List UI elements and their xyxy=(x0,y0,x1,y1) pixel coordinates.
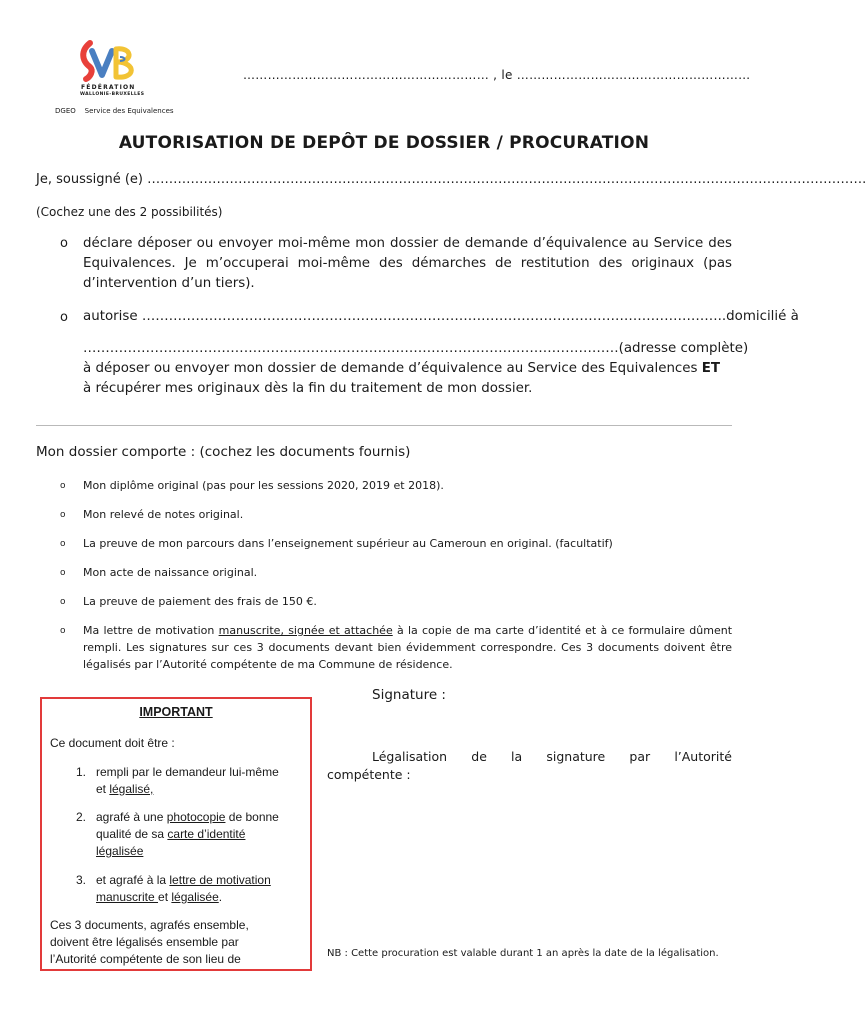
doc-bullet[interactable]: o xyxy=(60,539,66,549)
i3-legalisee: légalisée xyxy=(171,890,219,904)
divider xyxy=(36,425,732,426)
legalisation-line2: compétente : xyxy=(327,767,411,782)
option1-text: déclare déposer ou envoyer moi-même mon dossier de demande d’équivalence au Service des Equivalences. Je m’occuperai moi-même des démarches de restitution des originaux (pas d’intervention d’un tiers). xyxy=(83,236,732,291)
legalisation-line1: Légalisation de la signature par l’Autorité xyxy=(372,749,732,764)
letter-text-a: Ma lettre de motivation xyxy=(83,624,219,637)
option2-authorise-line: autorise …………………………………………………………………………………………………………………..domicilié à xyxy=(83,309,799,324)
option2-bullet[interactable]: o xyxy=(60,310,68,325)
important-item-2-line1 xyxy=(96,809,279,826)
i2-photocopie: photocopie xyxy=(166,810,226,824)
option2-recover-line: à récupérer mes originaux dès la fin du traitement de mon dossier. xyxy=(83,381,533,396)
important-item-2-line2 xyxy=(96,826,245,843)
i2-text-d: qualité de sa xyxy=(96,827,168,841)
important-intro: Ce document doit être : xyxy=(50,736,175,750)
page-title: AUTORISATION DE DEPÔT DE DOSSIER / PROCURATION xyxy=(118,133,650,153)
i3-lettre: lettre de motivation xyxy=(169,873,271,887)
important-footer-1: Ces 3 documents, agrafés ensemble, xyxy=(50,918,249,932)
doc-item-studies: La preuve de mon parcours dans l’enseignement supérieur au Cameroun en original. (facultatif) xyxy=(83,537,613,550)
validity-note: NB : Cette procuration est valable durant 1 an après la date de la légalisation. xyxy=(327,948,719,959)
option2-et-bold: ET xyxy=(701,361,721,376)
important-title: IMPORTANT xyxy=(139,705,213,719)
doc-bullet[interactable]: o xyxy=(60,481,66,491)
doc-item-grades: Mon relevé de notes original. xyxy=(83,508,244,521)
doc-item-diploma: Mon diplôme original (pas pour les sessions 2020, 2019 et 2018). xyxy=(83,479,444,492)
important-footer-3: l’Autorité compétente de son lieu de xyxy=(50,952,241,966)
doc-item-payment: La preuve de paiement des frais de 150 €. xyxy=(83,595,317,608)
important-num-1: 1. xyxy=(75,765,86,779)
logo-text-wb: WALLONIE-BRUXELLES xyxy=(80,92,145,97)
letter-text-underlined: manuscrite, signée et attachée xyxy=(218,624,393,637)
department-label: DGEO Service des Equivalences xyxy=(55,107,174,115)
doc-bullet[interactable]: o xyxy=(60,597,66,607)
i1-and: et xyxy=(96,782,110,796)
doc-item-letter xyxy=(83,622,732,673)
option1-bullet[interactable]: o xyxy=(60,236,68,251)
option2-address-line: …………………………………………………………………………………………………………(adresse complète) xyxy=(83,341,749,356)
doc-item-birth: Mon acte de naissance original. xyxy=(83,566,258,579)
important-num-2: 2. xyxy=(75,810,86,824)
important-item-1-line1: rempli par le demandeur lui-même xyxy=(96,765,279,779)
i3-text-a: et agrafé à la xyxy=(96,873,170,887)
important-item-1-line2 xyxy=(96,781,153,798)
i3-period: . xyxy=(218,890,223,904)
place-date-field: …………………………………………………… , le ………………………………………………… xyxy=(243,68,751,82)
important-item-2-line3: légalisée xyxy=(96,844,144,858)
important-item-3-line1 xyxy=(96,872,271,889)
i3-manuscrite: manuscrite xyxy=(96,890,159,904)
signature-label: Signature : xyxy=(372,687,446,703)
documents-heading: Mon dossier comporte : (cochez les documents fournis) xyxy=(36,444,411,460)
logo-text-federation: FÉDÉRATION xyxy=(81,84,136,91)
doc-bullet[interactable]: o xyxy=(60,510,66,520)
important-footer-2: doivent être légalisés ensemble par xyxy=(50,935,239,949)
important-num-3: 3. xyxy=(75,873,86,887)
i1-legalise: légalisé, xyxy=(109,782,154,796)
undersigned-line: Je, soussigné (e) …………………………………………………………………………………………………………………………………………………. xyxy=(36,172,866,187)
letter-text-b: à la copie de ma carte d’identité et à ce formulaire dûment rempli. Les signatures sur ces 3 documents devant bien évidemment correspondre. Ces 3 documents doivent être légalisés par l’Autorité compétente de ma Commune de résidence. xyxy=(83,624,733,671)
choose-hint: (Cochez une des 2 possibilités) xyxy=(36,205,223,219)
i3-et: et xyxy=(158,890,172,904)
doc-bullet[interactable]: o xyxy=(60,568,66,578)
important-item-3-line2 xyxy=(96,889,222,906)
i2-carte: carte d’identité xyxy=(167,827,246,841)
option2-deposit-line xyxy=(83,359,732,379)
doc-bullet[interactable]: o xyxy=(60,626,66,636)
i2-text-a: agrafé à une xyxy=(96,810,167,824)
important-box xyxy=(40,697,312,971)
i2-text-c: de bonne xyxy=(225,810,279,824)
option2-deposit-text: à déposer ou envoyer mon dossier de demande d’équivalence au Service des Equivalences xyxy=(83,361,702,376)
